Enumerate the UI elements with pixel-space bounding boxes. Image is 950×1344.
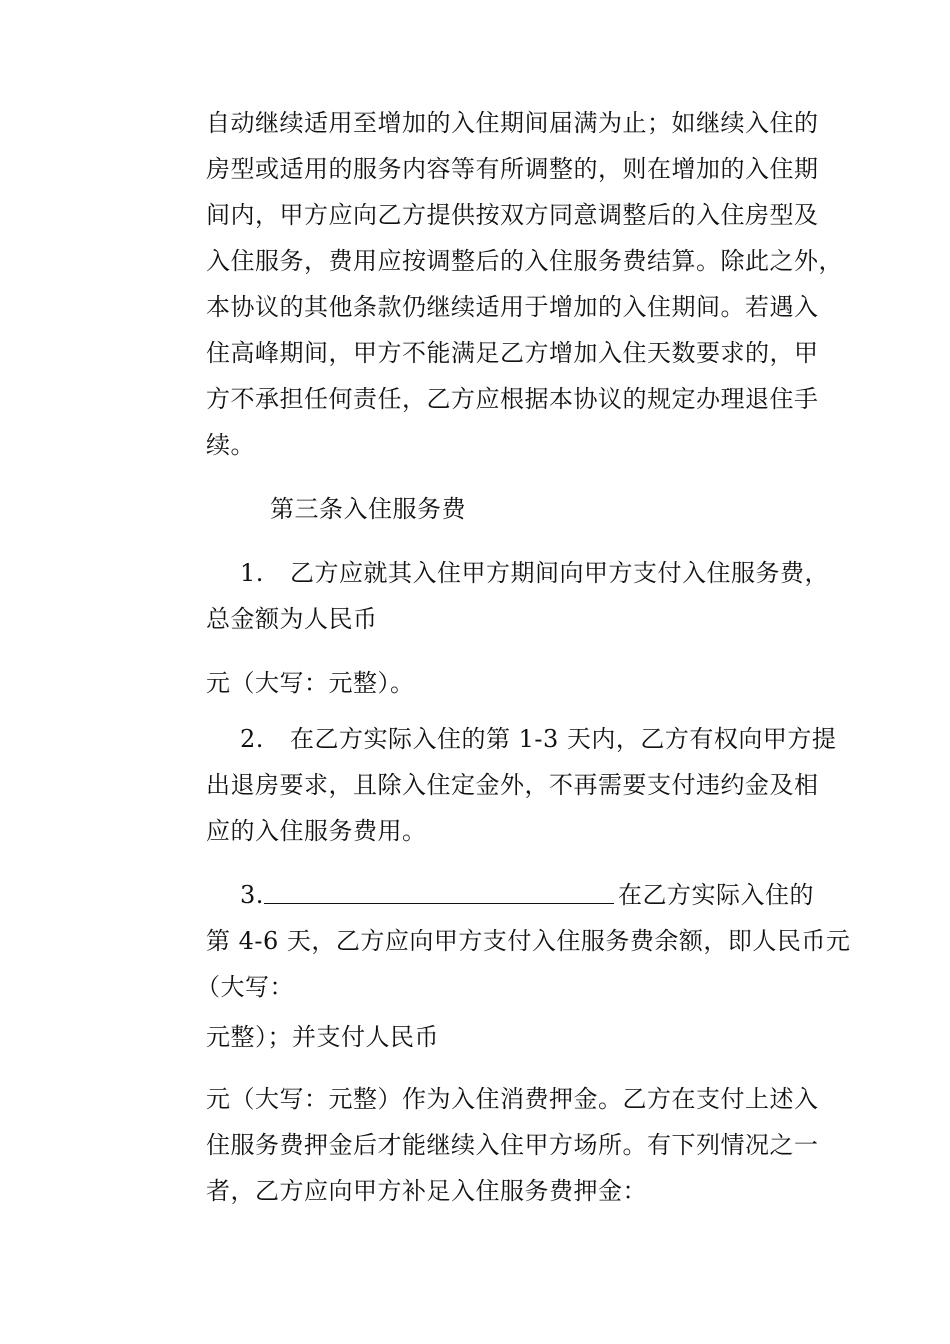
clause-text: 出退房要求，且除入住定金外，不再需要支付违约金及相 [206,771,819,799]
paragraph-line: 自动继续适用至增加的入住期间届满为止；如继续入住的 [206,109,819,137]
paragraph-line: 方不承担任何责任，乙方应根据本协议的规定办理退住手 [206,385,819,413]
paragraph-line: 间内，甲方应向乙方提供按双方同意调整后的入住房型及 [206,201,819,229]
clause-text: 元整）；并支付人民币 [206,1023,439,1051]
paragraph-line: 本协议的其他条款仍继续适用于增加的入住期间。若遇入 [206,293,819,321]
clause-text: 第 4-6 天，乙方应向甲方支付入住服务费余额，即人民币元 [206,927,851,955]
clause-text: 乙方应就其入住甲方期间向甲方支付入住服务费， [290,559,829,587]
clause-text: 在乙方实际入住的第 1-3 天内，乙方有权向甲方提 [290,725,837,753]
paragraph-line: 房型或适用的服务内容等有所调整的，则在增加的入住期 [206,155,819,183]
clause-text: 元（大写：元整）作为入住消费押金。乙方在支付上述入 [206,1085,819,1113]
clause-number: 2. [240,725,264,753]
clause-text: 元（大写：元整）。 [206,669,415,697]
article-heading: 第三条入住服务费 [270,495,466,523]
clause-text: 总金额为人民币 [206,605,378,633]
clause-number: 3. [240,881,264,909]
clause-text: （大写： [196,973,294,1001]
clause-text: 住服务费押金后才能继续入住甲方场所。有下列情况之一 [206,1131,819,1159]
paragraph-line: 入住服务，费用应按调整后的入住服务费结算。除此之外， [206,247,843,275]
clause-text: 在乙方实际入住的 [618,881,814,909]
fill-in-blank-line [264,903,614,904]
clause-number: 1. [240,559,264,587]
paragraph-line: 住高峰期间，甲方不能满足乙方增加入住天数要求的，甲 [206,339,819,367]
clause-text: 者，乙方应向甲方补足入住服务费押金： [206,1177,647,1205]
paragraph-line: 续。 [206,431,255,459]
clause-text: 应的入住服务费用。 [206,817,427,845]
